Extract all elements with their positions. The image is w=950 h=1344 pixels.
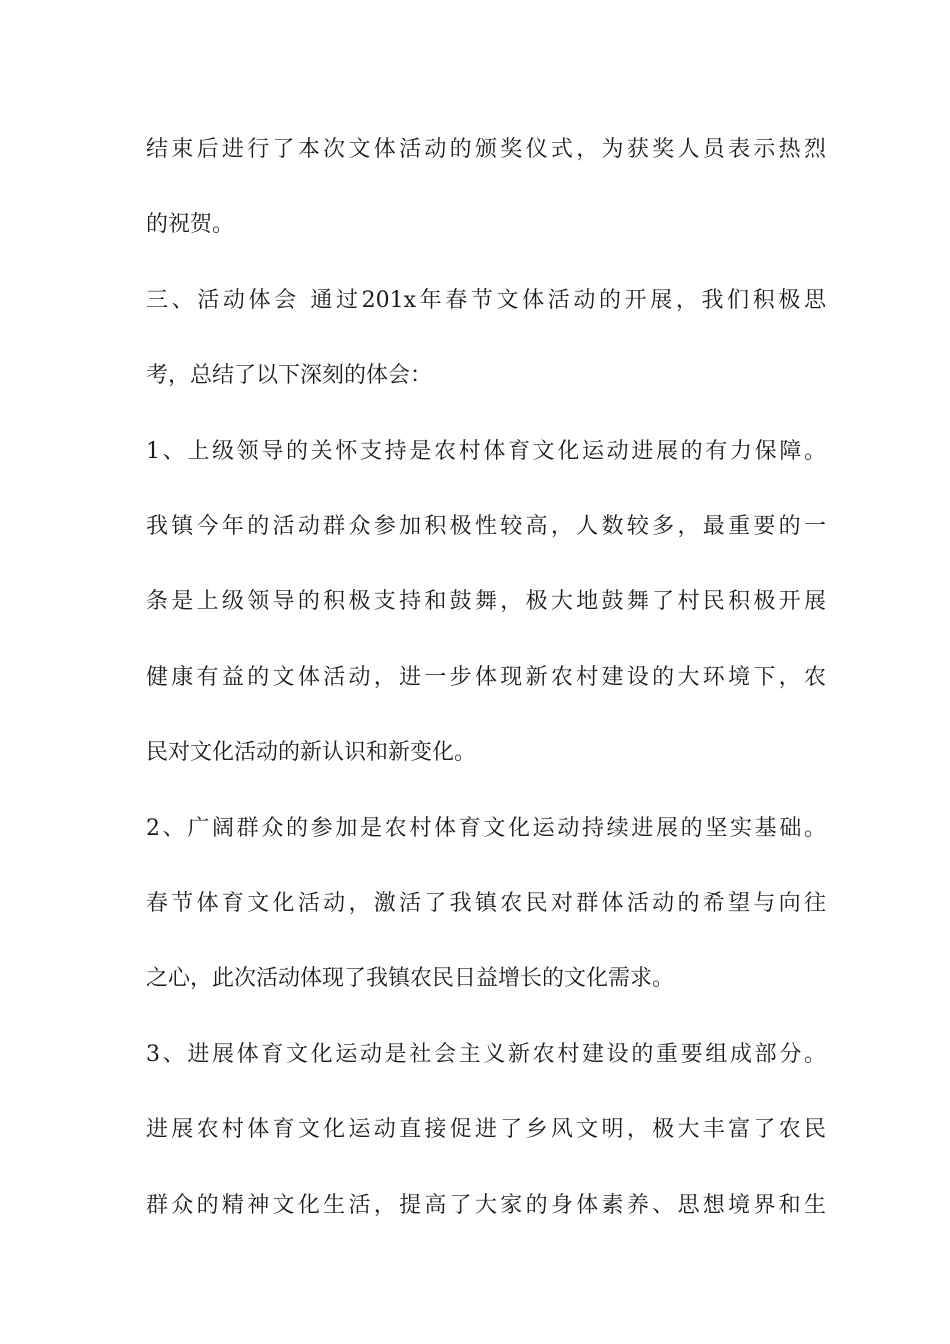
- numbered-item-line: 1、上级领导的关怀支持是农村体育文化运动进展的有力保障。: [146, 439, 826, 464]
- text-line: 健康有益的文体活动，进一步体现新农村建设的大环境下，农: [146, 665, 826, 690]
- numbered-item-line: 2、广阔群众的参加是农村体育文化运动持续进展的坚实基础。: [146, 816, 826, 841]
- text-line: 的祝贺。: [146, 212, 235, 237]
- text-line: 民对文化活动的新认识和新变化。: [146, 740, 477, 765]
- text-line: 结束后进行了本次文体活动的颁奖仪式，为获奖人员表示热烈: [146, 137, 826, 162]
- text-line: 条是上级领导的积极支持和鼓舞，极大地鼓舞了村民积极开展: [146, 589, 826, 614]
- text-line: 之心，此次活动体现了我镇农民日益增长的文化需求。: [146, 966, 675, 991]
- text-line: 进展农村体育文化运动直接促进了乡风文明，极大丰富了农民: [146, 1117, 826, 1142]
- text-line: 我镇今年的活动群众参加积极性较高，人数较多，最重要的一: [146, 514, 826, 539]
- text-line: 群众的精神文化生活，提高了大家的身体素养、思想境界和生: [146, 1193, 826, 1218]
- section-heading-line: 三、活动体会 通过201x年春节文体活动的开展，我们积极思: [146, 288, 826, 313]
- numbered-item-line: 3、进展体育文化运动是社会主义新农村建设的重要组成部分。: [146, 1042, 826, 1067]
- text-line: 春节体育文化活动，激活了我镇农民对群体活动的希望与向往: [146, 891, 826, 916]
- text-line: 考，总结了以下深刻的体会：: [146, 363, 433, 388]
